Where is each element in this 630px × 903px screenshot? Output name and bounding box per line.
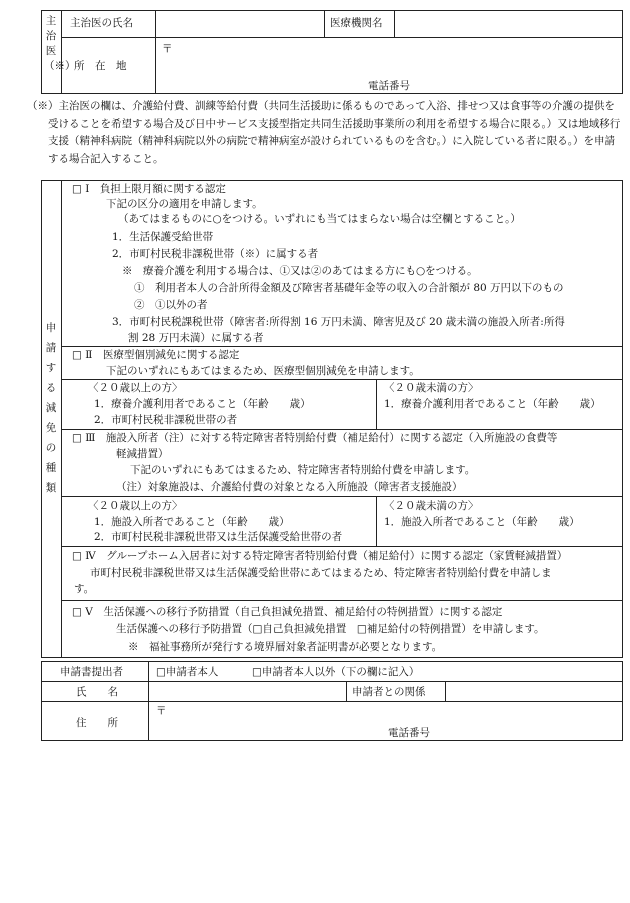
section-5-line[interactable]: 生活保護への移行予防措置（□自己負担減免措置 □補足給付の特例措置）を申請します。: [116, 623, 545, 635]
institution-label: 医療機関名: [330, 17, 383, 29]
section-2-left-option[interactable]: 1．療養介護利用者であること（年齢 歳）: [94, 398, 311, 410]
section-1-line: 下記の区分の適用を申請します。: [106, 198, 263, 210]
reduction-side-label: 申請する減免の種類: [45, 322, 57, 494]
doctor-name-label: 主治医の氏名: [70, 17, 133, 29]
submitter-postal-mark: 〒: [156, 705, 167, 717]
submitter-phone-label: 電話番号: [388, 727, 430, 739]
section-4-title[interactable]: □ Ⅳ グループホーム入居者に対する特定障害者特別給付費（補足給付）に関する認定（家賃軽減措置）: [72, 550, 568, 562]
doctor-divider: [324, 10, 325, 37]
section-3-right-option[interactable]: 1．施設入所者であること（年齢 歳）: [384, 516, 580, 528]
doctor-postal-mark: 〒: [162, 43, 173, 55]
section-2-line: 下記のいずれにもあてはまるため、医療型個別減免を申請します。: [106, 365, 420, 377]
submitter-other-checkbox[interactable]: □申請者本人以外（下の欄に記入）: [252, 666, 420, 678]
section-divider: [61, 379, 623, 380]
section-1-option[interactable]: ① 利用者本人の合計所得金額及び障害者基礎年金等の収入の合計額が 80 万円以下のもの: [134, 282, 564, 294]
relation-label: 申請者との関係: [352, 686, 426, 698]
section-divider: [61, 496, 623, 497]
doctor-side-label: 主治医（※）: [44, 15, 76, 72]
section-1-line: 割 28 万円未満）に属する者: [128, 332, 264, 344]
submitter-label: 申請書提出者: [60, 666, 123, 678]
submitter-self-checkbox[interactable]: □申請者本人: [156, 666, 219, 678]
reduction-divider: [61, 180, 62, 658]
section-2-right-option[interactable]: 1．療養介護利用者であること（年齢 歳）: [384, 398, 601, 410]
submitter-divider: [346, 681, 347, 701]
section-divider: [61, 600, 623, 601]
section-5-title[interactable]: □ Ⅴ 生活保護への移行予防措置（自己負担減免措置、補足給付の特例措置）に関する認定: [72, 606, 503, 618]
section-3-line: （注）対象施設は、介護給付費の対象となる入所施設（障害者支援施設）: [116, 481, 463, 493]
relation-field[interactable]: [446, 682, 622, 700]
section-2-title[interactable]: □ Ⅱ 医療型個別減免に関する認定: [72, 349, 240, 361]
doctor-phone-label: 電話番号: [368, 80, 410, 92]
section-3-right-head: 〈２０歳未満の方〉: [384, 500, 479, 512]
section-5-line: ※ 福祉事務所が発行する境界層対象者証明書が必要となります。: [128, 641, 443, 653]
section-3-line: 下記のいずれにもあてはまるため、特定障害者特別給付費を申請します。: [130, 464, 476, 476]
institution-field[interactable]: [395, 11, 622, 36]
section-1-option[interactable]: 1．生活保護受給世帯: [112, 231, 214, 243]
section-2-left-option[interactable]: 2．市町村民税非課税世帯の者: [94, 414, 238, 426]
section-divider: [61, 429, 623, 430]
section-4-line: 市町村民税非課税世帯又は生活保護受給世帯にあてはまるため、特定障害者特別給付費を申請しま: [90, 567, 552, 579]
section-3-left-head: 〈２０歳以上の方〉: [88, 500, 183, 512]
doctor-name-field[interactable]: [156, 11, 323, 36]
section-1-option[interactable]: 3．市町村民税課税世帯（障害者:所得割 16 万円未満、障害児及び 20 歳未満の施設入所者:所得: [112, 316, 565, 328]
section-1-line: ※ 療養介護を利用する場合は、①又は②のあてはまる方にも○をつける。: [122, 265, 478, 277]
section-divider: [61, 346, 623, 347]
doctor-address-label: 所 在 地: [74, 60, 127, 72]
section-divider: [376, 496, 377, 546]
section-4-line: す。: [74, 583, 95, 595]
section-3-left-option[interactable]: 2．市町村民税非課税世帯又は生活保護受給世帯の者: [94, 531, 343, 543]
section-1-option[interactable]: ② ①以外の者: [134, 299, 208, 311]
submitter-address-field[interactable]: [149, 702, 622, 740]
submitter-name-field[interactable]: [149, 682, 345, 700]
section-divider: [61, 546, 623, 547]
section-2-left-head: 〈２０歳以上の方〉: [88, 382, 183, 394]
section-3-title-cont: 軽減措置）: [116, 448, 169, 460]
section-1-option[interactable]: 2．市町村民税非課税世帯（※）に属する者: [112, 248, 319, 260]
doctor-note: （※）主治医の欄は、介護給付費、訓練等給付費（共同生活援助に係るものであって入浴、排せつ又は食事等の介護の提供を受けることを希望する場合及び日中サービス支援型指定共同生活援助事業所の利用を希望する場合に限る。）又は地域移行支援（精神科病院（精神科病院以外の病院で精神病室が設けられているものを含む。）に入院している者に限る。）を申請する場合記入すること。: [27, 100, 621, 165]
submitter-name-label: 氏 名: [76, 686, 118, 698]
section-3-left-option[interactable]: 1．施設入所者であること（年齢 歳）: [94, 516, 290, 528]
section-divider: [376, 379, 377, 429]
section-3-title[interactable]: □ Ⅲ 施設入所者（注）に対する特定障害者特別給付費（補足給付）に関する認定（入所施設の食費等: [72, 432, 558, 444]
submitter-address-label: 住 所: [76, 717, 118, 729]
section-2-right-head: 〈２０歳未満の方〉: [384, 382, 479, 394]
doctor-divider: [61, 10, 62, 94]
section-1-line: （あてはまるものに○をつける。いずれにも当てはまらない場合は空欄とすること。）: [118, 213, 521, 225]
section-1-title[interactable]: □ Ⅰ 負担上限月額に関する認定: [72, 183, 226, 195]
